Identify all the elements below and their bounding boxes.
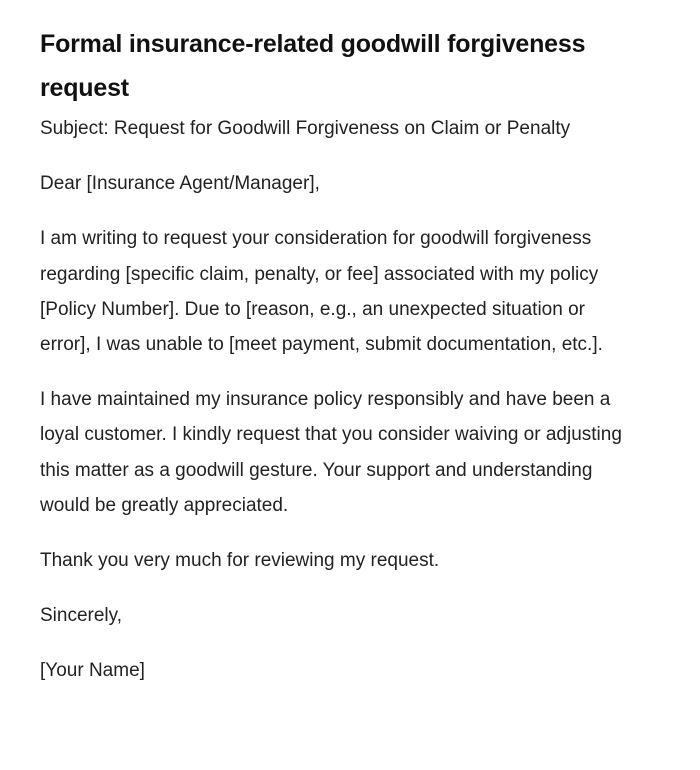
closing: Sincerely,	[40, 605, 123, 627]
body-paragraph-3: Thank you very much for reviewing my request.	[40, 550, 440, 572]
salutation: Dear [Insurance Agent/Manager],	[40, 173, 320, 195]
subject-line: Subject: Request for Goodwill Forgiveness on Claim or Penalty	[40, 118, 571, 139]
body-paragraph-1: I am writing to request your consideration for goodwill forgiveness regarding [specific claim, penalty, or fee] associated with my policy [Policy Number]. Due to [reason, e.g., an unexpected situation or error], I was unable to [meet payment, submit documentation, etc.].	[40, 228, 603, 356]
page-title: Formal insurance-related goodwill forgiveness request	[40, 30, 586, 102]
signature: [Your Name]	[40, 660, 145, 682]
body-paragraph-2: I have maintained my insurance policy responsibly and have been a loyal customer. I kindly request that you consider waiving or adjusting this matter as a goodwill gesture. Your support and understanding would be greatly appreciated.	[40, 389, 622, 516]
